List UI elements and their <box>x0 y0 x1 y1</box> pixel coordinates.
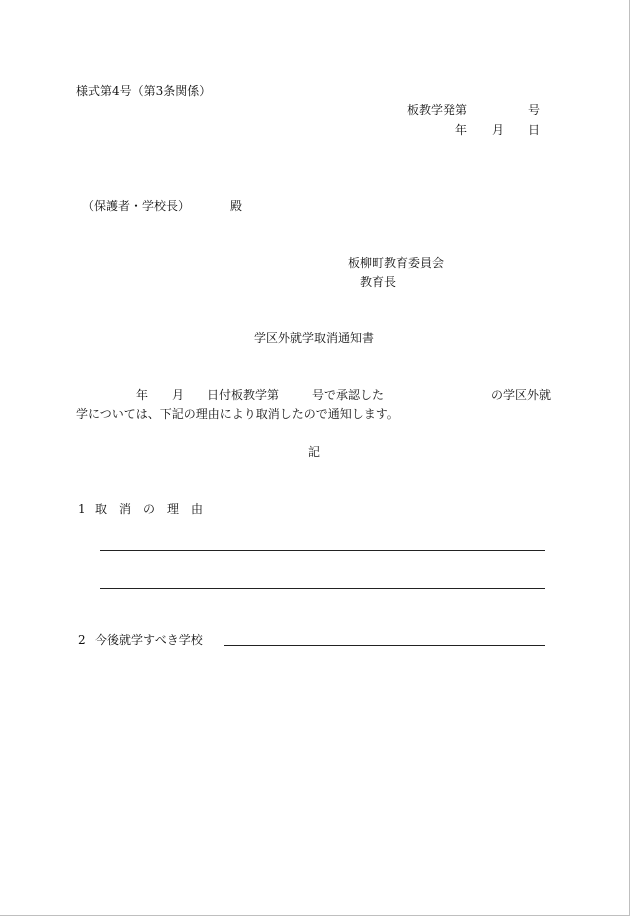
form-label: 様式第4号（第3条関係） <box>76 84 212 98</box>
ki-heading: 記 <box>308 445 321 459</box>
page-title: 学区外就学取消通知書 <box>254 331 375 345</box>
item-2-number: 2 <box>78 633 86 647</box>
body-line2: 学については、下記の理由により取消したので通知します。 <box>76 407 399 421</box>
item-1-number: 1 <box>78 502 86 516</box>
date-month: 月 <box>492 123 505 137</box>
body-approved: 号で承認した <box>312 388 385 402</box>
body-year: 年 <box>136 388 149 402</box>
item-1-label: 取 消 の 理 由 <box>95 502 204 516</box>
doc-number-suffix: 号 <box>528 103 541 117</box>
body-tail-line1: の学区外就 <box>491 388 552 402</box>
sender-title: 教育長 <box>360 275 397 289</box>
sender-org: 板柳町教育委員会 <box>348 256 445 270</box>
date-year: 年 <box>455 123 468 137</box>
school-blank-line <box>224 645 545 646</box>
body-date-ref: 日付板教学第 <box>207 388 280 402</box>
item-2-label: 今後就学すべき学校 <box>95 633 203 647</box>
body-month: 月 <box>172 388 185 402</box>
addressee-name: （保護者・学校長） <box>82 199 191 213</box>
addressee-honorific: 殿 <box>230 199 243 213</box>
reason-blank-line-1 <box>100 550 545 551</box>
date-day: 日 <box>528 123 541 137</box>
reason-blank-line-2 <box>100 588 545 589</box>
doc-number-prefix: 板教学発第 <box>407 103 468 117</box>
